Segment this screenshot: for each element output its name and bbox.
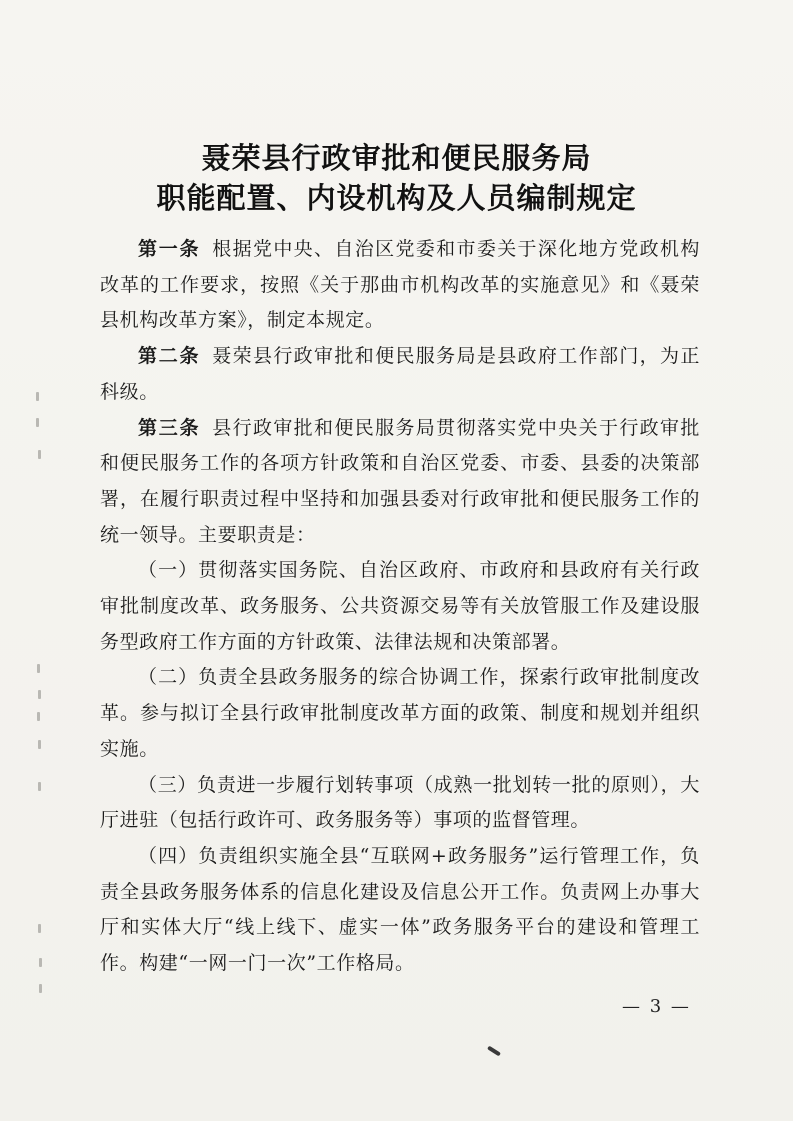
document-title: [0, 138, 793, 218]
article-text: 聂荣县行政审批和便民服务局是县政府工作部门，为正科级。: [100, 345, 700, 403]
scan-artifact: [38, 740, 41, 749]
article-1: [100, 232, 700, 339]
duty-item-4: [100, 839, 700, 982]
article-text: 根据党中央、自治区党委和市委关于深化地方党政机构改革的工作要求，按照《关于那曲市机构改革的实施意见》和《聂荣县机构改革方案》，制定本规定。: [100, 238, 700, 332]
duty-text: （二）负责全县政务服务的综合协调工作，探索行政审批制度改革。参与拟订全县行政审批制度改革方面的政策、制度和规划并组织实施。: [100, 666, 700, 760]
article-3: [100, 411, 700, 554]
article-label: 第三条: [138, 416, 201, 439]
article-2: [100, 339, 700, 410]
scan-artifact: [38, 450, 41, 459]
article-label: 第一条: [138, 238, 201, 260]
article-text: 县行政审批和便民服务局贯彻落实党中央关于行政审批和便民服务工作的各项方针政策和自治区党委、市委、县委的决策部署，在履行职责过程中坚持和加强县委对行政审批和便民服务工作的统一领导。主要职责是：: [100, 416, 700, 546]
page-number: — 3 —: [622, 996, 691, 1017]
duty-text: （三）负责进一步履行划转事项（成熟一批划转一批的原则），大厅进驻（包括行政许可、政务服务等）事项的监督管理。: [100, 773, 700, 832]
scan-artifact: [39, 958, 42, 967]
scan-artifact: [36, 418, 39, 427]
scan-artifact: [37, 712, 40, 721]
duty-text: （一）贯彻落实国务院、自治区政府、市政府和县政府有关行政审批制度改革、政务服务、公共资源交易等有关放管服工作及建设服务型政府工作方面的方针政策、法律法规和决策部署。: [100, 559, 700, 653]
duty-item-1: [100, 553, 700, 660]
title-line-1: 聂荣县行政审批和便民服务局: [201, 141, 592, 175]
duty-text: （四）负责组织实施全县“互联网+政务服务”运行管理工作，负责全县政务服务体系的信息化建设及信息公开工作。负责网上办事大厅和实体大厅“线上线下、虚实一体”政务服务平台的建设和管理工作。构建“一网一门一次”工作格局。: [100, 844, 700, 975]
scan-artifact: [487, 1046, 501, 1057]
scan-artifact: [38, 924, 41, 933]
scan-artifact: [38, 782, 41, 791]
scan-artifact: [37, 664, 40, 673]
scan-artifact: [38, 690, 41, 699]
document-body: [100, 232, 700, 982]
scan-artifact: [36, 392, 39, 401]
title-line-2: 职能配置、内设机构及人员编制规定: [156, 181, 637, 215]
duty-item-2: [100, 660, 700, 767]
article-label: 第二条: [138, 345, 201, 368]
duty-item-3: [100, 768, 700, 839]
scan-artifact: [39, 984, 42, 993]
